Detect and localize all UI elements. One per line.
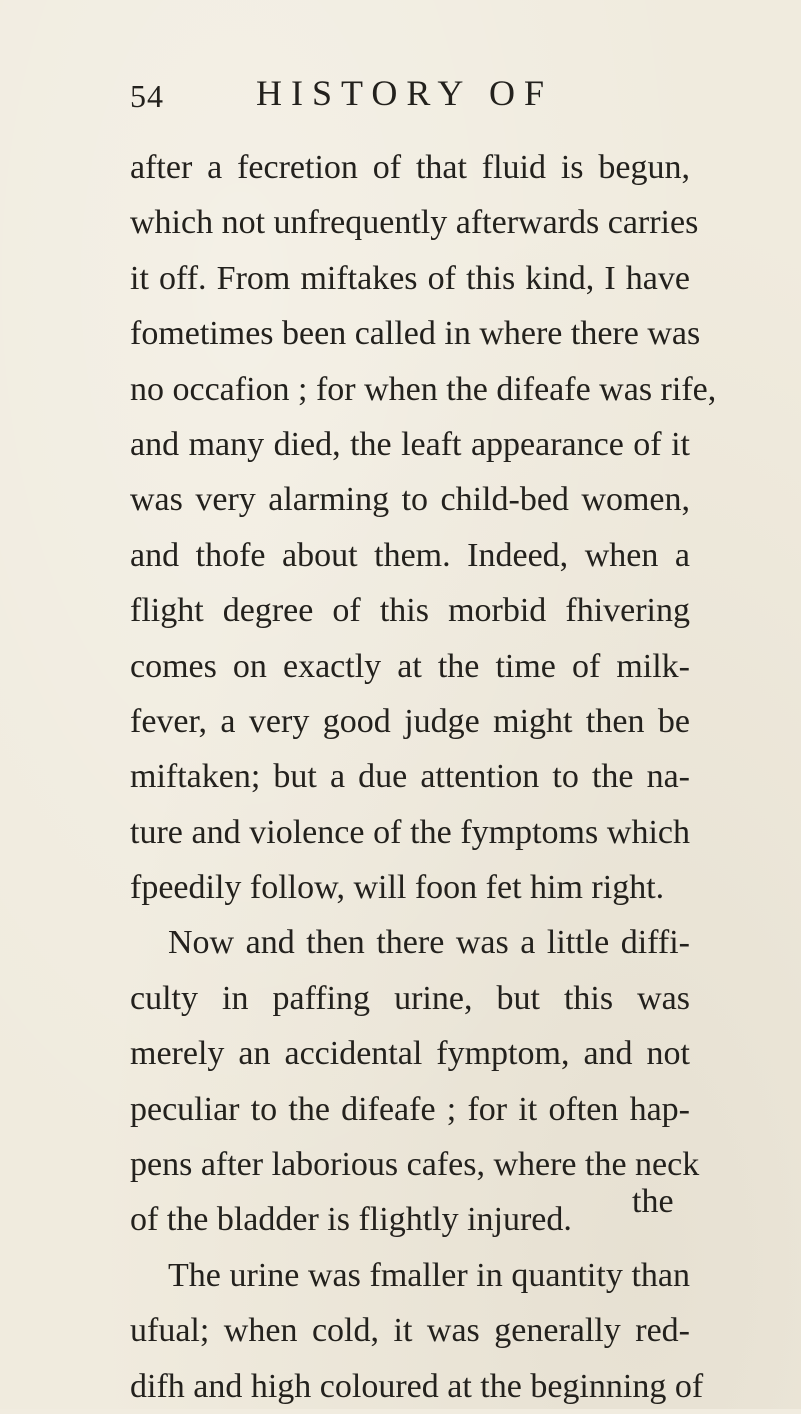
text-line: and thofe about them. Indeed, when a [130, 536, 690, 574]
text-line: peculiar to the difeafe ; for it often hap- [130, 1090, 690, 1128]
text-line: comes on exactly at the time of milk- [130, 647, 690, 685]
text-line: after a fecretion of that fluid is begun, [130, 149, 690, 186]
text-line: fever, a very good judge might then be [130, 702, 690, 740]
page-header [0, 72, 801, 112]
text-line: ufual; when cold, it was generally red- [130, 1312, 690, 1350]
running-head: HISTORY OF [256, 73, 554, 113]
text-line: miftaken; but a due attention to the na- [130, 758, 690, 796]
text-line: it off. From miftakes of this kind, I have [130, 259, 690, 297]
text-line: fpeedily follow, will foon fet him right. [130, 869, 665, 907]
text-line: flight degree of this morbid fhivering [130, 592, 690, 630]
body-text [130, 140, 717, 1414]
text-line: difh and high coloured at the beginning of [130, 1367, 704, 1405]
text-line: The urine was fmaller in quantity than [168, 1256, 690, 1294]
catchword: the [632, 1183, 674, 1220]
text-line: of the bladder is flightly injured. [130, 1201, 572, 1239]
page-number: 54 [130, 78, 164, 114]
text-line: culty in paffing urine, but this was [130, 979, 690, 1017]
text-line: merely an accidental fymptom, and not [130, 1035, 690, 1073]
text-line: was very alarming to child-bed women, [130, 481, 690, 519]
text-line: ture and violence of the fymptoms which [130, 813, 690, 851]
text-line: which not unfrequently afterwards carries [130, 204, 699, 242]
text-line: and many died, the leaft appearance of it [130, 425, 690, 463]
text-line: no occafion ; for when the difeafe was rife, [130, 370, 717, 408]
text-line: Now and then there was a little diffi- [168, 924, 690, 962]
text-line: fometimes been called in where there was [130, 315, 701, 353]
text-line: pens after laborious cafes, where the neck [130, 1146, 700, 1184]
